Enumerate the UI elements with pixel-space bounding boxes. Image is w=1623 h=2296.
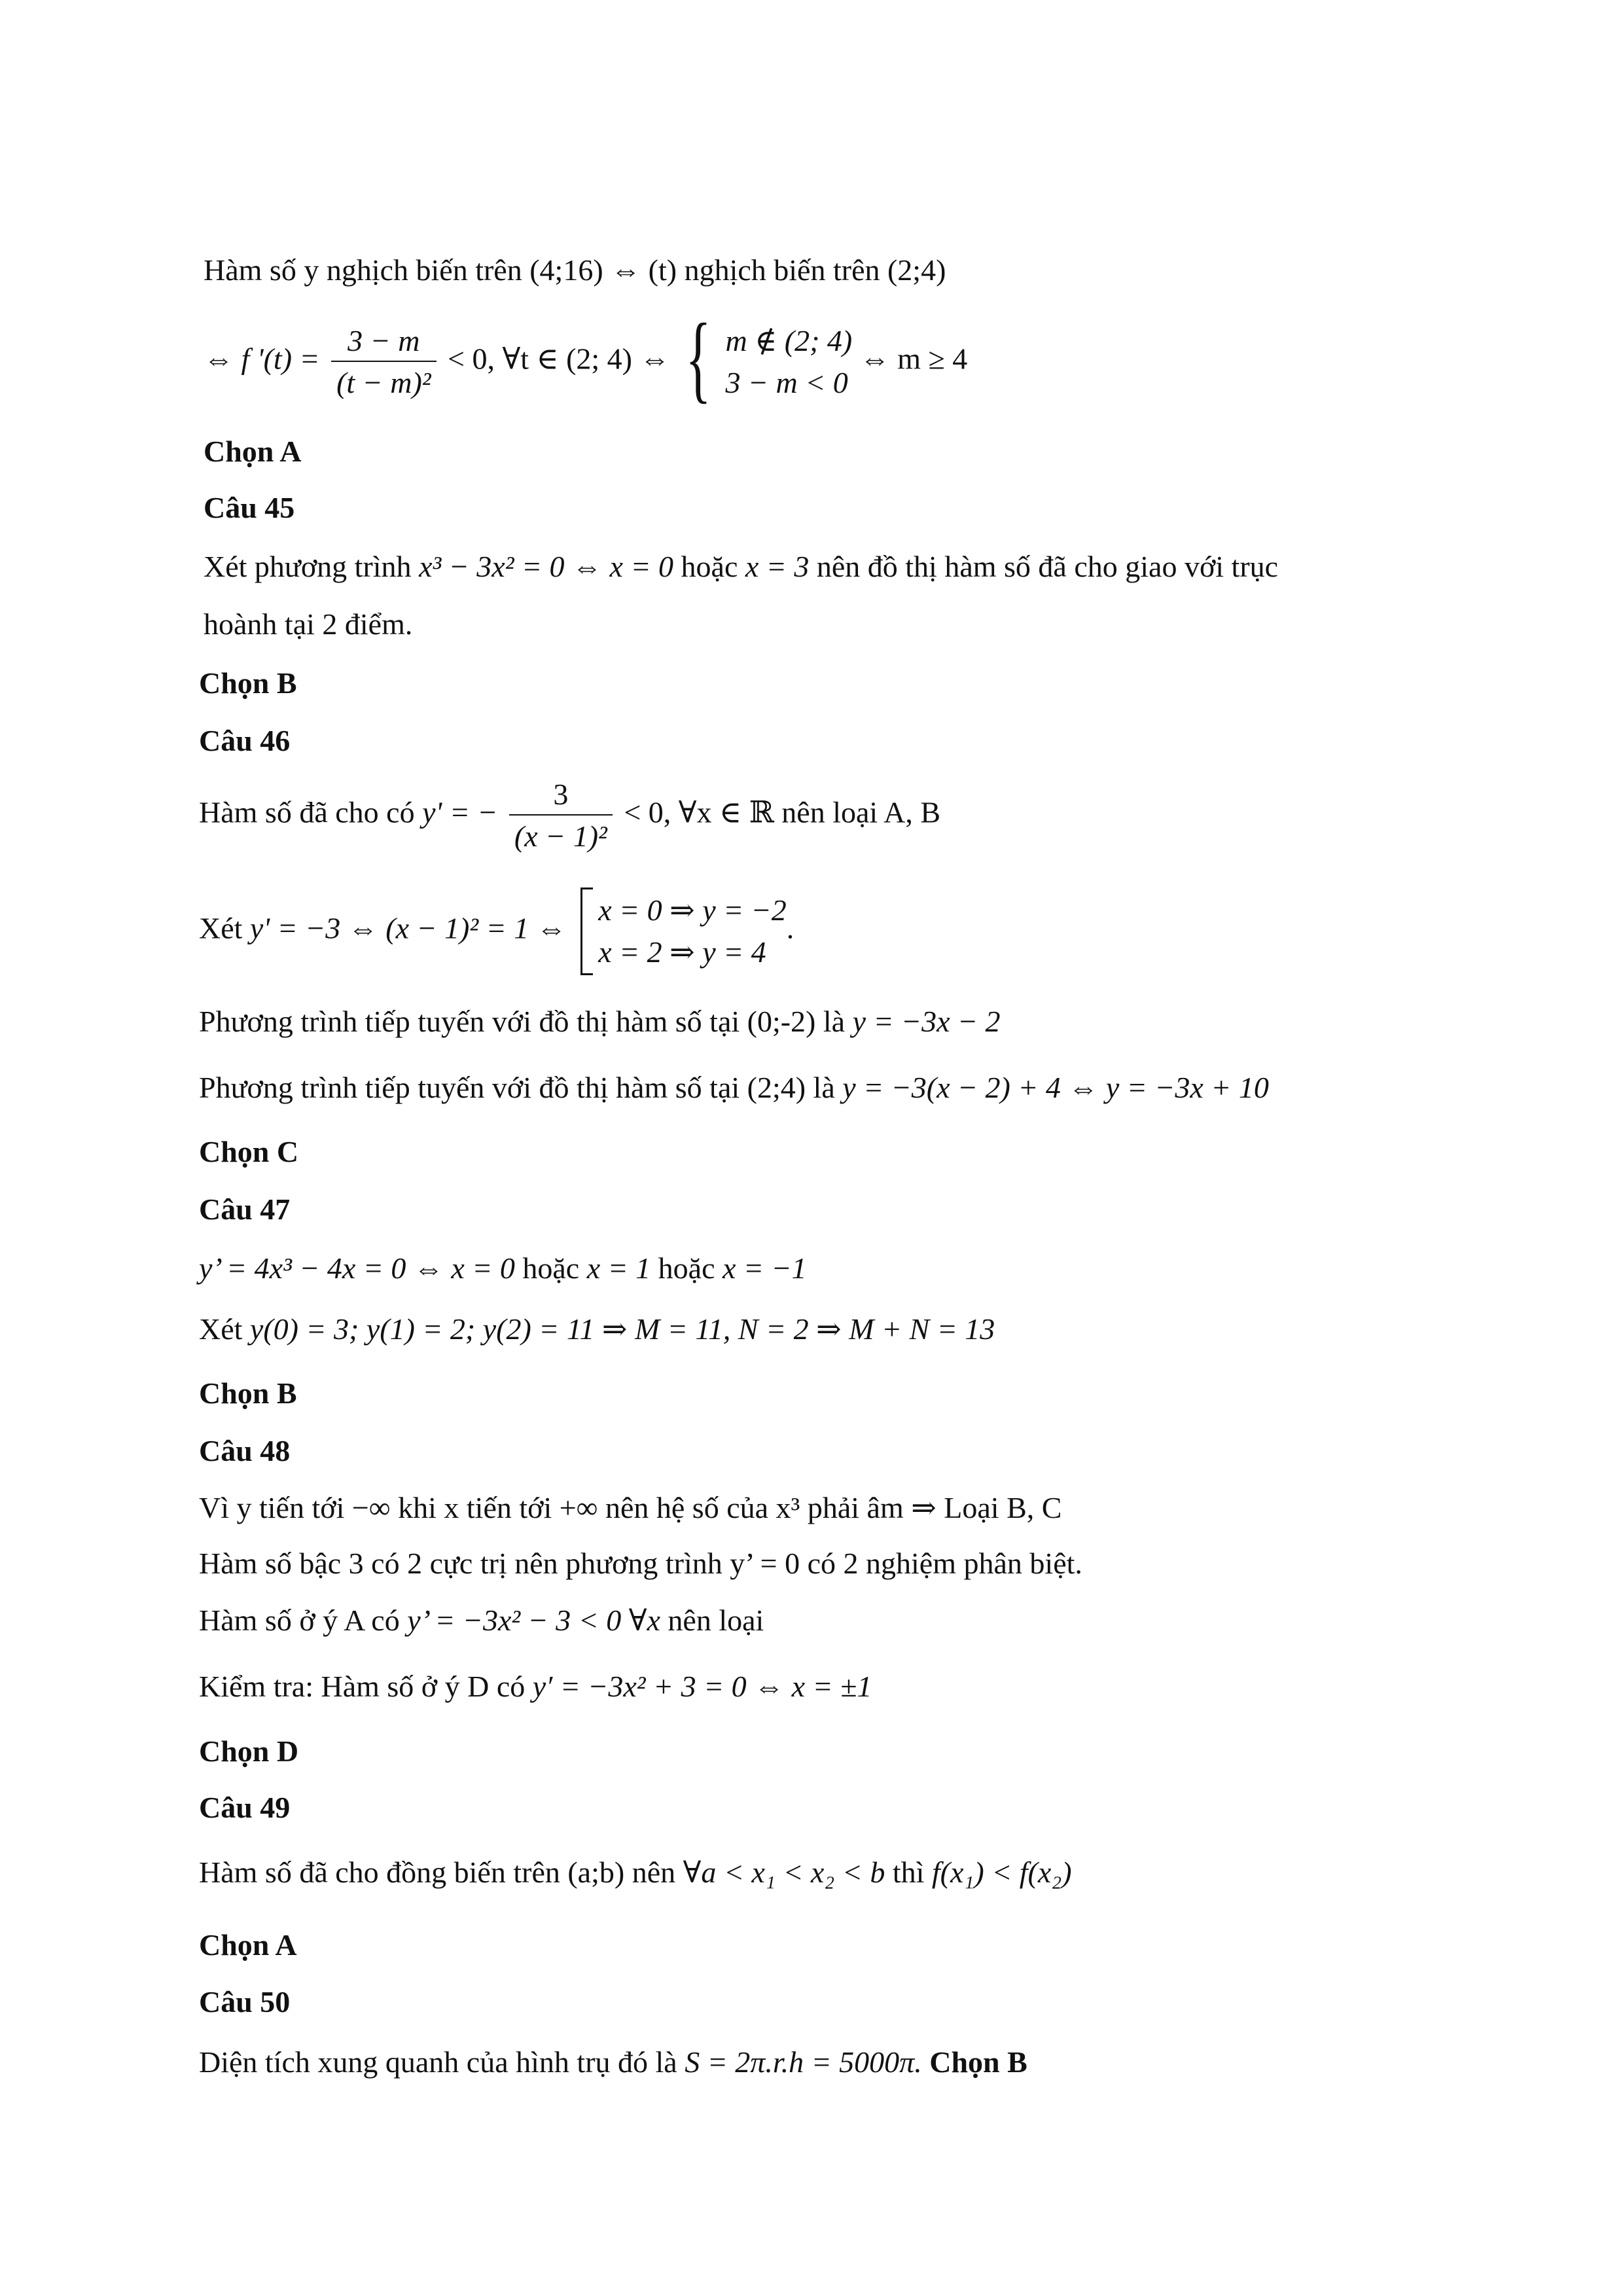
fraction	[509, 778, 613, 853]
answer-chon-b: Chọn B	[199, 666, 297, 700]
math: ⇔ m ≥ 4	[859, 342, 968, 376]
heading-cau-45: Câu 45	[204, 491, 295, 524]
heading-cau-49: Câu 49	[199, 1791, 291, 1824]
numerator: 3	[509, 778, 613, 816]
math: < 0, ∀t ∈ (2; 4) ⇔	[448, 342, 670, 376]
heading-cau-46: Câu 46	[199, 724, 291, 757]
period: .	[786, 911, 794, 945]
line-c50	[199, 2044, 1027, 2081]
line-c46-xet	[199, 888, 794, 975]
math: x = 1	[586, 1251, 651, 1285]
system-row: 3 − m < 0	[725, 366, 848, 399]
line-c48-2: Hàm số bậc 3 có 2 cực trị nên phương trình y’ = 0 có 2 nghiệm phân biệt.	[199, 1547, 1082, 1580]
math: y’ = 4x³ − 4x = 0 ⇔ x = 0	[199, 1251, 515, 1285]
math: < 0, ∀x ∈ ℝ	[624, 795, 774, 829]
line-c47-1	[199, 1250, 807, 1287]
text: nên đồ thị hàm số đã cho giao với trục	[816, 550, 1279, 583]
math: y = −3x − 2	[852, 1005, 1001, 1038]
line-c46-derivative	[199, 778, 940, 853]
numerator: 3 − m	[331, 324, 436, 362]
math: y = −3(x − 2) + 4 ⇔ y = −3x + 10	[842, 1071, 1269, 1104]
math: y' = −3 ⇔ (x − 1)² = 1 ⇔	[249, 911, 567, 945]
line-ham-so-nghich-bien	[204, 252, 946, 289]
math: y′ = −3x² + 3 = 0 ⇔ x = ±1	[532, 1670, 872, 1703]
line-c49	[199, 1854, 1072, 1891]
line-c46-tiep-tuyen-2	[199, 1069, 1269, 1106]
math: S = 2π.r.h = 5000π.	[685, 2045, 922, 2079]
text: hoặc	[522, 1251, 580, 1285]
system	[598, 889, 787, 973]
answer-chon-b: Chọn B	[199, 1376, 297, 1410]
text: Hàm số đã cho có	[199, 795, 415, 829]
text: Hàm số y nghịch biến trên	[204, 253, 522, 287]
math: x³ − 3x² = 0 ⇔ x = 0	[419, 550, 674, 583]
answer-chon-b: Chọn B	[929, 2045, 1027, 2079]
system	[726, 320, 853, 404]
text: Phương trình tiếp tuyến với đồ thị hàm số tại (2;4) là	[199, 1071, 835, 1104]
answer-chon-a: Chọn A	[199, 1928, 297, 1962]
math: (4;16) ⇔ (t)	[529, 253, 677, 287]
denominator: (t − m)²	[336, 366, 431, 399]
fraction	[331, 324, 436, 400]
line-c48-3	[199, 1602, 764, 1639]
heading-cau-48: Câu 48	[199, 1434, 291, 1467]
text: nên loại	[668, 1604, 764, 1637]
system-row: x = 2 ⇒ y = 4	[598, 935, 766, 969]
system-row: x = 0 ⇒ y = −2	[598, 893, 787, 927]
line-c45-1	[204, 548, 1278, 585]
text: hoặc	[658, 1251, 715, 1285]
math: y' = −	[422, 795, 498, 829]
math: x = −1	[722, 1251, 807, 1285]
text: Xét	[199, 911, 243, 945]
line-c48-4	[199, 1668, 872, 1705]
answer-chon-c: Chọn C	[199, 1135, 299, 1168]
math: x = 3	[745, 550, 810, 583]
left-brace-icon: {	[685, 304, 711, 412]
line-c48-1: Vì y tiến tới −∞ khi x tiến tới +∞ nên hệ số của x³ phải âm ⇒ Loại B, C	[199, 1491, 1062, 1524]
text: nghịch biến trên (2;4)	[684, 253, 946, 287]
text: Hàm số đã cho đồng biến trên (a;b) nên	[199, 1856, 676, 1889]
math: ∀a < x₁ < x₂ < b	[683, 1856, 885, 1889]
text: hoặc	[681, 550, 738, 583]
answer-chon-a: Chọn A	[204, 435, 302, 468]
text: Xét phương trình	[204, 550, 412, 583]
heading-cau-50: Câu 50	[199, 1985, 291, 2018]
math: y(0) = 3; y(1) = 2; y(2) = 11 ⇒ M = 11, N = 2 ⇒ M + N = 13	[249, 1312, 995, 1346]
system-row: m ∉ (2; 4)	[725, 324, 853, 357]
line-c47-2	[199, 1311, 995, 1348]
heading-cau-47: Câu 47	[199, 1193, 291, 1226]
text: Kiểm tra: Hàm số ở ý D có	[199, 1670, 526, 1703]
line-derivative-condition	[204, 304, 968, 412]
text: Phương trình tiếp tuyến với đồ thị hàm số tại (0;-2) là	[199, 1005, 846, 1038]
math: ⇔ f '(t) =	[204, 342, 320, 376]
math: y’ = −3x² − 3 < 0 ∀x	[407, 1604, 660, 1637]
text: Diện tích xung quanh của hình trụ đó là	[199, 2045, 677, 2079]
math: f(x₁) < f(x₂)	[931, 1856, 1072, 1889]
text: thì	[892, 1856, 925, 1889]
text: nên loại A, B	[781, 795, 941, 829]
text: Hàm số ở ý A có	[199, 1604, 400, 1637]
line-c45-2: hoành tại 2 điểm.	[204, 607, 413, 641]
denominator: (x − 1)²	[514, 819, 607, 853]
left-bracket-icon	[580, 888, 593, 975]
answer-chon-d: Chọn D	[199, 1734, 299, 1768]
text: Xét	[199, 1312, 243, 1346]
line-c46-tiep-tuyen-1	[199, 1003, 1001, 1040]
